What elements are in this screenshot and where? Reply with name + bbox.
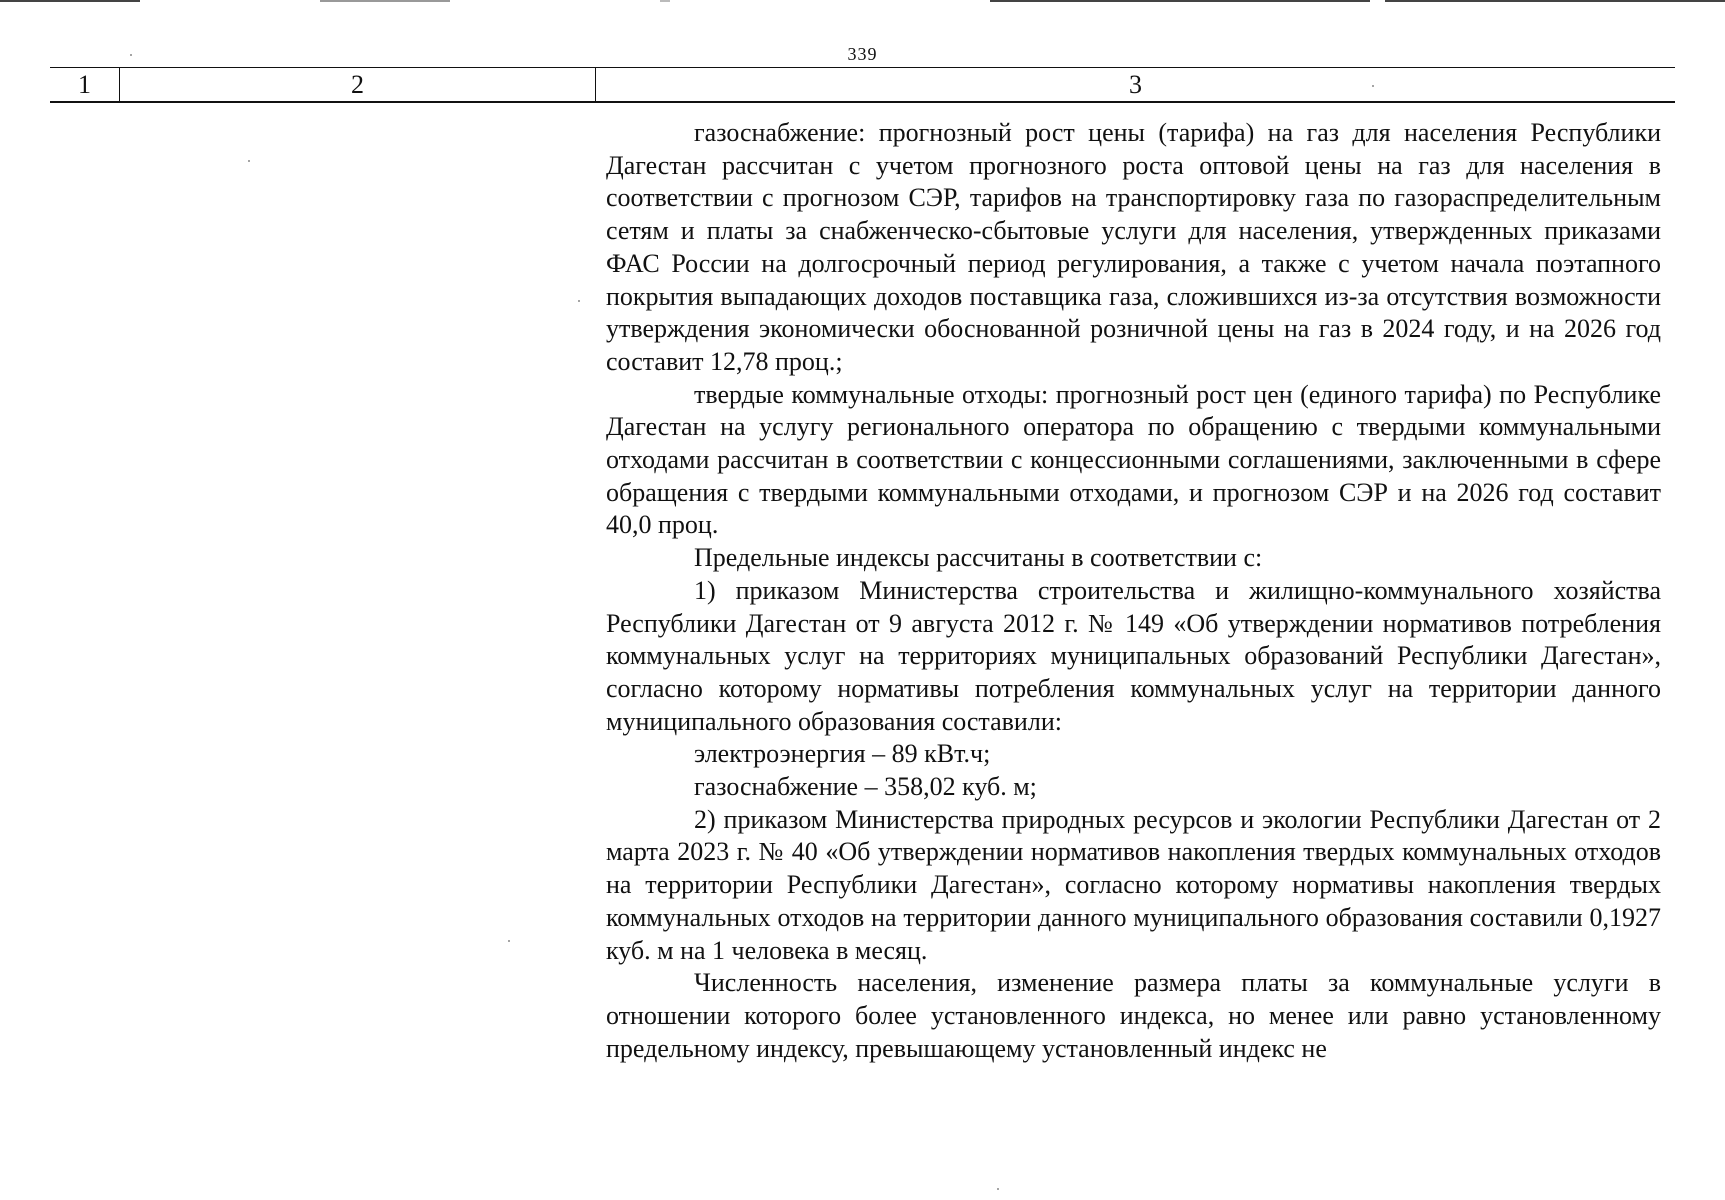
paragraph-order-40: 2) приказом Министерства природных ресурсов и экологии Республики Дагестан от 2 марта 2023 г. № 40 «Об утверждении нормативов накопления твердых коммунальных отходов на территории Республики Дагестан», согласно которому нормативы накопления твердых коммунальных отходов на территории данного муниципального образования составили 0,1927 куб. м на 1 человека в месяц.	[606, 804, 1661, 965]
scan-speck	[578, 300, 580, 302]
column-header-1: 1	[50, 68, 120, 101]
scan-speck	[508, 940, 510, 942]
column-header-2: 2	[120, 68, 596, 101]
scan-speck	[248, 160, 250, 162]
scan-speck	[1372, 85, 1374, 87]
scan-speck	[130, 54, 132, 56]
paragraph-order-149: 1) приказом Министерства строительства и жилищно-коммунального хозяйства Республики Дагестан от 9 августа 2012 г. № 149 «Об утверждении нормативов потребления коммунальных услуг на территориях муниципальных образований Республики Дагестан», согласно которому нормативы потребления коммунальных услуг на территории данного муниципального образования составили:	[606, 575, 1661, 736]
paragraph-gas-supply: газоснабжение: прогнозный рост цены (тарифа) на газ для населения Республики Дагестан рассчитан с учетом прогнозного роста оптовой цены на газ для населения в соответствии с прогнозом СЭР, тарифов на транспортировку газа по газораспределительным сетям и платы за снабженческо-сбытовые услуги для населения, утвержденных приказами ФАС России на долгосрочный период регулирования, а также с учетом начала поэтапного покрытия выпадающих доходов поставщика газа, сложившихся из-за отсутствия возможности утверждения экономически обоснованной розничной цены на газ в 2024 году, и на 2026 год составит 12,78 проц.;	[606, 118, 1661, 376]
document-body-column-3	[606, 117, 1661, 1065]
paragraph-population: Численность населения, изменение размера платы за коммунальные услуги в отношении которого более установленного индекса, но менее или равно установленному предельному индексу, превышающему установленный индекс не	[606, 968, 1661, 1063]
scan-top-edge	[0, 0, 1725, 2]
paragraph-electricity-norm: электроэнергия – 89 кВт.ч;	[694, 739, 991, 769]
paragraph-solid-waste: твердые коммунальные отходы: прогнозный рост цен (единого тарифа) по Республике Дагестан на услугу регионального оператора по обращению с твердыми коммунальными отходами рассчитан в соответствии с концессионными соглашениями, заключенными в сфере обращения с твердыми коммунальными отходами, и прогнозом СЭР и на 2026 год составит 40,0 проц.	[606, 379, 1661, 540]
column-header-3: 3	[1129, 70, 1142, 99]
paragraph-gas-norm: газоснабжение – 358,02 куб. м;	[694, 772, 1037, 802]
paragraph-limit-indices-intro: Предельные индексы рассчитаны в соответствии с:	[694, 543, 1263, 573]
column-header-row	[50, 67, 1675, 103]
scan-speck	[997, 1188, 999, 1190]
page-number: 339	[847, 44, 878, 64]
